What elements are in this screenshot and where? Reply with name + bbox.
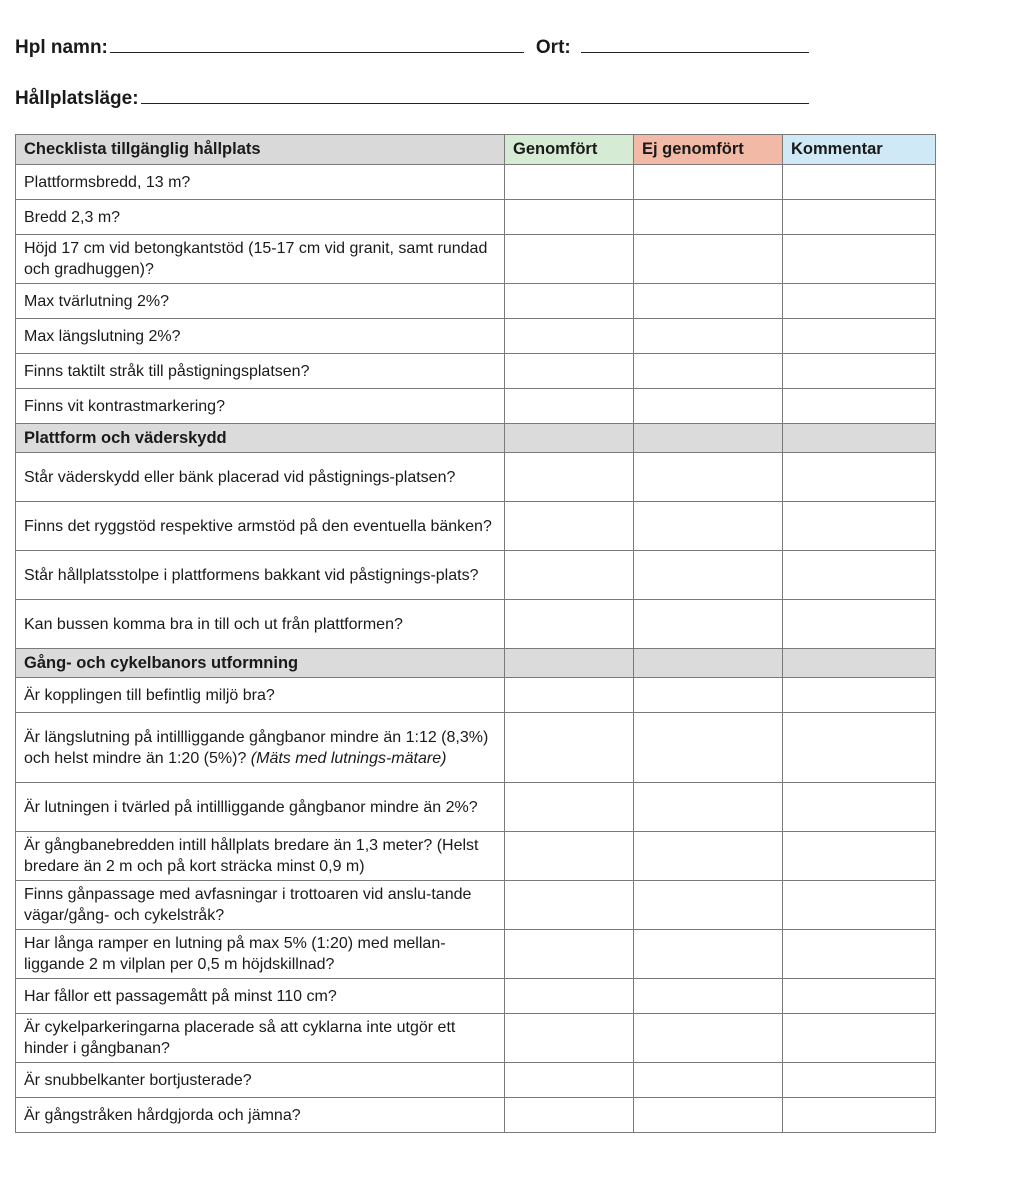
table-row [16, 881, 936, 930]
question-cell: Är kopplingen till befintlig miljö bra? [16, 678, 505, 713]
not-done-cell[interactable] [634, 453, 783, 502]
col-header-done: Genomfört [505, 135, 634, 165]
section-row-walk-cycle-paths [16, 649, 936, 678]
table-row [16, 783, 936, 832]
done-cell[interactable] [505, 881, 634, 930]
not-done-cell[interactable] [634, 1098, 783, 1133]
done-cell[interactable] [505, 979, 634, 1014]
question-cell: Plattformsbredd, 13 m? [16, 165, 505, 200]
table-row [16, 600, 936, 649]
table-row [16, 1014, 936, 1063]
comment-cell[interactable] [783, 165, 936, 200]
done-cell[interactable] [505, 678, 634, 713]
stop-position-label: Hållplatsläge: [15, 88, 139, 109]
table-row [16, 319, 936, 354]
done-cell[interactable] [505, 1098, 634, 1133]
not-done-cell[interactable] [634, 165, 783, 200]
question-cell: Står hållplatsstolpe i plattformens bakkant vid påstignings-plats? [16, 551, 505, 600]
question-cell: Kan bussen komma bra in till och ut från plattformen? [16, 600, 505, 649]
question-cell: Höjd 17 cm vid betongkantstöd (15-17 cm vid granit, samt rundad och gradhuggen)? [16, 235, 505, 284]
table-row [16, 930, 936, 979]
comment-cell[interactable] [783, 389, 936, 424]
not-done-cell[interactable] [634, 551, 783, 600]
done-cell[interactable] [505, 551, 634, 600]
not-done-cell[interactable] [634, 600, 783, 649]
comment-cell[interactable] [783, 832, 936, 881]
not-done-cell[interactable] [634, 354, 783, 389]
done-cell[interactable] [505, 354, 634, 389]
measurement-note: (Mäts med lutnings-mätare) [250, 749, 447, 767]
done-cell[interactable] [505, 600, 634, 649]
name-location-line [15, 36, 809, 59]
comment-cell[interactable] [783, 930, 936, 979]
comment-cell[interactable] [783, 979, 936, 1014]
ort-field[interactable] [581, 36, 809, 53]
done-cell[interactable] [505, 502, 634, 551]
table-row [16, 165, 936, 200]
question-cell [16, 713, 505, 783]
comment-cell[interactable] [783, 600, 936, 649]
done-cell[interactable] [505, 832, 634, 881]
question-cell: Har fållor ett passagemått på minst 110 cm? [16, 979, 505, 1014]
done-cell[interactable] [505, 284, 634, 319]
ort-label: Ort: [535, 37, 571, 58]
not-done-cell[interactable] [634, 881, 783, 930]
comment-cell[interactable] [783, 713, 936, 783]
not-done-cell[interactable] [634, 200, 783, 235]
comment-cell[interactable] [783, 1014, 936, 1063]
stop-position-field[interactable] [141, 87, 809, 104]
comment-cell[interactable] [783, 235, 936, 284]
not-done-cell[interactable] [634, 783, 783, 832]
comment-cell[interactable] [783, 453, 936, 502]
not-done-cell[interactable] [634, 678, 783, 713]
table-row [16, 1098, 936, 1133]
done-cell[interactable] [505, 319, 634, 354]
not-done-cell[interactable] [634, 1063, 783, 1098]
question-cell: Är snubbelkanter bortjusterade? [16, 1063, 505, 1098]
done-cell[interactable] [505, 1063, 634, 1098]
done-cell[interactable] [505, 200, 634, 235]
not-done-cell[interactable] [634, 1014, 783, 1063]
stop-position-line [15, 87, 809, 110]
not-done-cell[interactable] [634, 235, 783, 284]
table-row [16, 284, 936, 319]
question-cell: Är cykelparkeringarna placerade så att cyklarna inte utgör ett hinder i gångbanan? [16, 1014, 505, 1063]
question-cell: Finns vit kontrastmarkering? [16, 389, 505, 424]
comment-cell[interactable] [783, 502, 936, 551]
col-header-checklist: Checklista tillgänglig hållplats [16, 135, 505, 165]
table-row [16, 713, 936, 783]
question-cell: Har långa ramper en lutning på max 5% (1:20) med mellan-liggande 2 m vilplan per 0,5 m höjdskillnad? [16, 930, 505, 979]
question-cell: Finns gånpassage med avfasningar i trottoaren vid anslu-tande vägar/gång- och cykelstråk? [16, 881, 505, 930]
done-cell[interactable] [505, 165, 634, 200]
table-row [16, 551, 936, 600]
not-done-cell[interactable] [634, 389, 783, 424]
question-cell: Max längslutning 2%? [16, 319, 505, 354]
comment-cell[interactable] [783, 783, 936, 832]
done-cell[interactable] [505, 453, 634, 502]
hpl-name-field[interactable] [110, 36, 524, 53]
question-cell: Bredd 2,3 m? [16, 200, 505, 235]
table-row [16, 832, 936, 881]
comment-cell[interactable] [783, 200, 936, 235]
table-row [16, 1063, 936, 1098]
table-row [16, 200, 936, 235]
not-done-cell[interactable] [634, 284, 783, 319]
section-title: Gång- och cykelbanors utformning [16, 649, 505, 678]
table-header-row [16, 135, 936, 165]
table-row [16, 354, 936, 389]
comment-cell[interactable] [783, 284, 936, 319]
question-cell: Max tvärlutning 2%? [16, 284, 505, 319]
comment-cell[interactable] [783, 678, 936, 713]
comment-cell[interactable] [783, 1063, 936, 1098]
table-row [16, 502, 936, 551]
section-row-platform-shelter [16, 424, 936, 453]
comment-cell[interactable] [783, 551, 936, 600]
question-cell: Är lutningen i tvärled på intillliggande gångbanor mindre än 2%? [16, 783, 505, 832]
not-done-cell[interactable] [634, 319, 783, 354]
comment-cell[interactable] [783, 1098, 936, 1133]
hpl-name-label: Hpl namn: [15, 37, 108, 58]
not-done-cell[interactable] [634, 502, 783, 551]
comment-cell[interactable] [783, 881, 936, 930]
done-cell[interactable] [505, 783, 634, 832]
accessibility-checklist-table [15, 134, 936, 1133]
comment-cell[interactable] [783, 354, 936, 389]
question-text: Är längslutning på intillliggande gångbanor mindre än 1:12 (8,3%) och helst mindre än 1:20 (5%)? [24, 728, 489, 767]
col-header-comment: Kommentar [783, 135, 936, 165]
table-row [16, 678, 936, 713]
table-row [16, 235, 936, 284]
question-cell: Finns taktilt stråk till påstigningsplatsen? [16, 354, 505, 389]
col-header-not-done: Ej genomfört [634, 135, 783, 165]
question-cell: Finns det ryggstöd respektive armstöd på den eventuella bänken? [16, 502, 505, 551]
not-done-cell[interactable] [634, 979, 783, 1014]
not-done-cell[interactable] [634, 930, 783, 979]
not-done-cell[interactable] [634, 832, 783, 881]
table-row [16, 979, 936, 1014]
not-done-cell[interactable] [634, 713, 783, 783]
done-cell[interactable] [505, 930, 634, 979]
done-cell[interactable] [505, 389, 634, 424]
table-row [16, 389, 936, 424]
comment-cell[interactable] [783, 319, 936, 354]
done-cell[interactable] [505, 713, 634, 783]
table-row [16, 453, 936, 502]
done-cell[interactable] [505, 1014, 634, 1063]
question-cell: Står väderskydd eller bänk placerad vid påstignings-platsen? [16, 453, 505, 502]
question-cell: Är gångbanebredden intill hållplats bredare än 1,3 meter? (Helst bredare än 2 m och på kort sträcka minst 0,9 m) [16, 832, 505, 881]
done-cell[interactable] [505, 235, 634, 284]
section-title: Plattform och väderskydd [16, 424, 505, 453]
question-cell: Är gångstråken hårdgjorda och jämna? [16, 1098, 505, 1133]
